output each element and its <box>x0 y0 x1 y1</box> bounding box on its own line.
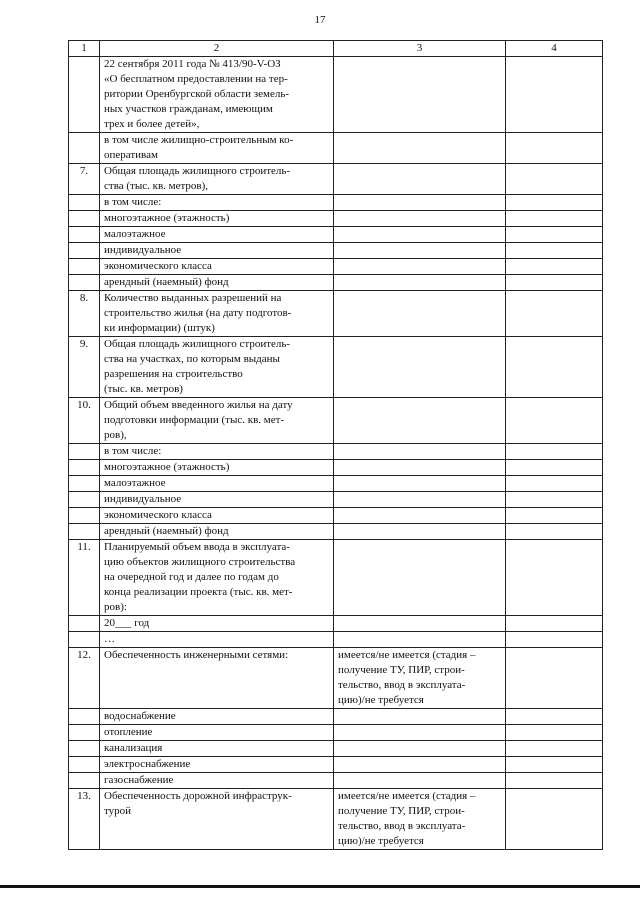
table-row <box>69 789 603 850</box>
table-row <box>69 632 603 648</box>
row-number-cell <box>69 508 100 524</box>
row-value-cell <box>506 259 603 275</box>
row-label-cell: Обеспеченность дорожной инфраструк- турой <box>100 789 334 850</box>
data-table <box>68 40 603 850</box>
header-col-4: 4 <box>506 41 603 57</box>
table-row <box>69 460 603 476</box>
row-value-cell <box>506 133 603 164</box>
row-number-cell: 8. <box>69 291 100 337</box>
row-number-cell <box>69 492 100 508</box>
row-value-cell <box>506 275 603 291</box>
row-value-cell <box>506 211 603 227</box>
row-status-cell <box>334 460 506 476</box>
row-number-cell <box>69 133 100 164</box>
table-row <box>69 709 603 725</box>
table-row <box>69 195 603 211</box>
row-value-cell <box>506 648 603 709</box>
row-value-cell <box>506 540 603 616</box>
row-number-cell <box>69 57 100 133</box>
table-header-row <box>69 41 603 57</box>
row-status-cell <box>334 616 506 632</box>
row-label-cell: водоснабжение <box>100 709 334 725</box>
row-label-cell: отопление <box>100 725 334 741</box>
row-number-cell: 12. <box>69 648 100 709</box>
row-label-cell: электроснабжение <box>100 757 334 773</box>
table-row <box>69 476 603 492</box>
row-number-cell <box>69 460 100 476</box>
table-row <box>69 243 603 259</box>
table-row <box>69 211 603 227</box>
row-status-cell <box>334 259 506 275</box>
row-label-cell: экономического класса <box>100 508 334 524</box>
row-status-cell <box>334 725 506 741</box>
row-label-cell: арендный (наемный) фонд <box>100 524 334 540</box>
table-row <box>69 725 603 741</box>
table-row <box>69 757 603 773</box>
row-label-cell: канализация <box>100 741 334 757</box>
row-label-cell: арендный (наемный) фонд <box>100 275 334 291</box>
table-row <box>69 444 603 460</box>
row-value-cell <box>506 773 603 789</box>
row-status-cell: имеется/не имеется (стадия – получение ТУ, ПИР, строи- тельство, ввод в эксплуата- цию)/не требуется <box>334 789 506 850</box>
row-value-cell <box>506 195 603 211</box>
row-value-cell <box>506 492 603 508</box>
row-label-cell: многоэтажное (этажность) <box>100 460 334 476</box>
row-value-cell <box>506 632 603 648</box>
table-row <box>69 398 603 444</box>
row-label-cell: индивидуальное <box>100 243 334 259</box>
row-number-cell <box>69 195 100 211</box>
footer-rule <box>0 885 640 888</box>
row-label-cell: многоэтажное (этажность) <box>100 211 334 227</box>
row-status-cell <box>334 337 506 398</box>
row-number-cell <box>69 211 100 227</box>
table-row <box>69 648 603 709</box>
row-status-cell <box>334 632 506 648</box>
row-number-cell <box>69 741 100 757</box>
row-number-cell: 10. <box>69 398 100 444</box>
row-label-cell: малоэтажное <box>100 227 334 243</box>
row-value-cell <box>506 757 603 773</box>
row-number-cell <box>69 709 100 725</box>
row-label-cell: Планируемый объем ввода в эксплуата- цию объектов жилищного строительства на очередной год и далее по годам до конца реализации проекта (тыс. кв. мет- ров): <box>100 540 334 616</box>
row-value-cell <box>506 337 603 398</box>
row-value-cell <box>506 291 603 337</box>
row-label-cell: Общий объем введенного жилья на дату подготовки информации (тыс. кв. мет- ров), <box>100 398 334 444</box>
row-status-cell <box>334 195 506 211</box>
row-label-cell: в том числе жилищно-строительным ко- оперативам <box>100 133 334 164</box>
row-value-cell <box>506 508 603 524</box>
row-status-cell <box>334 508 506 524</box>
row-value-cell <box>506 789 603 850</box>
table-row <box>69 275 603 291</box>
row-status-cell <box>334 773 506 789</box>
header-col-2: 2 <box>100 41 334 57</box>
row-label-cell: 22 сентября 2011 года № 413/90-V-ОЗ «О бесплатном предоставлении на тер- ритории Оренбургской области земель- ных участков гражданам, имеющим трех и более детей», <box>100 57 334 133</box>
row-number-cell <box>69 757 100 773</box>
table-row <box>69 133 603 164</box>
row-label-cell: Обеспеченность инженерными сетями: <box>100 648 334 709</box>
row-label-cell: в том числе: <box>100 195 334 211</box>
row-label-cell: малоэтажное <box>100 476 334 492</box>
row-label-cell: Общая площадь жилищного строитель- ства (тыс. кв. метров), <box>100 164 334 195</box>
row-number-cell <box>69 616 100 632</box>
row-status-cell <box>334 492 506 508</box>
row-number-cell: 7. <box>69 164 100 195</box>
table-row <box>69 508 603 524</box>
row-value-cell <box>506 57 603 133</box>
row-status-cell <box>334 275 506 291</box>
table-row <box>69 337 603 398</box>
table-row <box>69 492 603 508</box>
row-number-cell <box>69 773 100 789</box>
row-status-cell <box>334 540 506 616</box>
row-value-cell <box>506 243 603 259</box>
row-status-cell <box>334 243 506 259</box>
row-value-cell <box>506 725 603 741</box>
row-number-cell: 13. <box>69 789 100 850</box>
row-status-cell <box>334 133 506 164</box>
row-label-cell: … <box>100 632 334 648</box>
row-value-cell <box>506 709 603 725</box>
row-label-cell: газоснабжение <box>100 773 334 789</box>
table-row <box>69 741 603 757</box>
table-row <box>69 57 603 133</box>
row-value-cell <box>506 398 603 444</box>
table-row <box>69 540 603 616</box>
row-number-cell <box>69 524 100 540</box>
row-label-cell: 20___ год <box>100 616 334 632</box>
row-label-cell: Общая площадь жилищного строитель- ства на участках, по которым выданы разрешения на строительство (тыс. кв. метров) <box>100 337 334 398</box>
table-row <box>69 291 603 337</box>
row-status-cell <box>334 211 506 227</box>
row-number-cell <box>69 632 100 648</box>
row-number-cell <box>69 243 100 259</box>
row-value-cell <box>506 164 603 195</box>
row-status-cell <box>334 741 506 757</box>
row-status-cell <box>334 709 506 725</box>
header-col-1: 1 <box>69 41 100 57</box>
row-status-cell <box>334 398 506 444</box>
row-value-cell <box>506 227 603 243</box>
table-row <box>69 616 603 632</box>
row-value-cell <box>506 476 603 492</box>
row-number-cell <box>69 444 100 460</box>
row-label-cell: Количество выданных разрешений на строительство жилья (на дату подготов- ки информации) (штук) <box>100 291 334 337</box>
row-status-cell: имеется/не имеется (стадия – получение ТУ, ПИР, строи- тельство, ввод в эксплуата- цию)/не требуется <box>334 648 506 709</box>
row-number-cell <box>69 259 100 275</box>
row-status-cell <box>334 444 506 460</box>
table-row <box>69 164 603 195</box>
row-value-cell <box>506 616 603 632</box>
row-value-cell <box>506 741 603 757</box>
header-col-3: 3 <box>334 41 506 57</box>
row-number-cell: 11. <box>69 540 100 616</box>
page-number: 17 <box>314 14 326 26</box>
row-number-cell <box>69 275 100 291</box>
row-number-cell <box>69 725 100 741</box>
table-row <box>69 524 603 540</box>
row-value-cell <box>506 524 603 540</box>
row-status-cell <box>334 227 506 243</box>
row-status-cell <box>334 476 506 492</box>
table-body <box>69 57 603 850</box>
row-status-cell <box>334 57 506 133</box>
row-value-cell <box>506 460 603 476</box>
table-row <box>69 259 603 275</box>
row-status-cell <box>334 757 506 773</box>
table-row <box>69 773 603 789</box>
row-status-cell <box>334 524 506 540</box>
table-row <box>69 227 603 243</box>
row-label-cell: индивидуальное <box>100 492 334 508</box>
row-number-cell: 9. <box>69 337 100 398</box>
row-value-cell <box>506 444 603 460</box>
row-status-cell <box>334 291 506 337</box>
row-label-cell: экономического класса <box>100 259 334 275</box>
row-label-cell: в том числе: <box>100 444 334 460</box>
row-number-cell <box>69 227 100 243</box>
row-number-cell <box>69 476 100 492</box>
row-status-cell <box>334 164 506 195</box>
